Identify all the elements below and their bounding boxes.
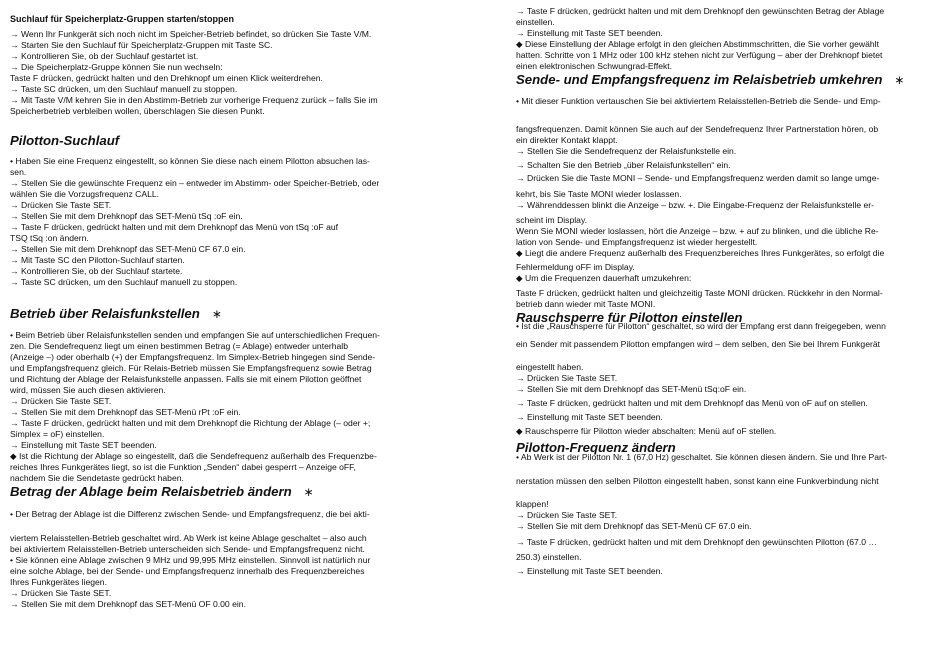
- section-heading: [516, 72, 904, 88]
- text-line: kehrt, bis Sie Taste MONI wieder loslassen.: [516, 189, 682, 199]
- text-line: → Drücken Sie die Taste MONI – Sende- und Empfangsfrequenz werden damit so lange umge-: [516, 173, 880, 183]
- text-line: → Die Speicherplatz-Gruppe können Sie nun wechseln:: [10, 62, 223, 72]
- text-line: wird, müssen Sie auch diesen aktivieren.: [10, 385, 166, 395]
- text-line: zen. Die Sendefrequenz liegt um einen bestimmen Betrag (= Ablage) entweder unterhalb: [10, 341, 348, 351]
- text-line: • Haben Sie eine Frequenz eingestellt, so können Sie diese nach einem Pilotton absuchen las-: [10, 156, 370, 166]
- text-line: → Einstellung mit Taste SET beenden.: [516, 28, 663, 38]
- asterisk-marker: ∗: [303, 485, 314, 499]
- text-line: reiches Ihres Funkgerätes liegt, so ist die Funktion „Senden“ dabei gesperrt – Anzeige oFF,: [10, 462, 356, 472]
- text-line: → Taste SC drücken, um den Suchlauf manuell zu stoppen.: [10, 277, 238, 287]
- text-line: viertem Relaisstellen-Betrieb geschaltet wird. Ab Werk ist keine Ablage geschaltet – also auch: [10, 533, 367, 543]
- text-line: ein Sender mit passendem Pilotton empfangen wird – dem selben, den Sie bei Ihrem Funkgerät: [516, 339, 881, 349]
- section-heading-text: Rauschsperre für Pilotton einstellen: [516, 310, 743, 325]
- text-line: → Drücken Sie Taste SET.: [10, 200, 112, 210]
- text-line: → Drücken Sie Taste SET.: [10, 588, 112, 598]
- section-heading-text: Sende- und Empfangsfrequenz im Relaisbetrieb umkehren: [516, 72, 883, 87]
- text-line: Ihres Funkgerätes liegen.: [10, 577, 107, 587]
- section-heading: [10, 133, 119, 148]
- text-line: Taste F drücken, gedrückt halten und gleichzeitig Taste MONI drücken. Rückkehr in den Normal-: [516, 288, 883, 298]
- text-line: scheint im Display.: [516, 215, 587, 225]
- text-line: ◆ Diese Einstellung der Ablage erfolgt in den gleichen Abstimmschritten, die Sie vorher gewählt: [516, 39, 879, 49]
- section-heading: [10, 306, 222, 322]
- text-line: → Schalten Sie den Betrieb „über Relaisfunkstellen“ ein.: [516, 160, 731, 170]
- text-line: sen.: [10, 167, 27, 177]
- text-line: → Stellen Sie mit dem Drehknopf das SET-Menü CF 67.0 ein.: [516, 521, 752, 531]
- section-heading-text: Pilotton-Frequenz ändern: [516, 440, 676, 455]
- text-line: eingestellt haben.: [516, 362, 584, 372]
- text-line: → Einstellung mit Taste SET beenden.: [516, 412, 663, 422]
- text-line: einstellen.: [516, 17, 555, 27]
- text-line: → Taste F drücken, gedrückt halten und mit dem Drehknopf das Menü von tSq :oF auf: [10, 222, 339, 232]
- text-line: → Taste F drücken, gedrückt halten und mit dem Drehknopf den gewünschten Pilotton (67.0 …: [516, 537, 877, 547]
- section-heading-text: Betrag der Ablage beim Relaisbetrieb ändern: [10, 484, 292, 499]
- text-line: lation von Sende- und Empfangsfrequenz ist wieder hergestellt.: [516, 237, 758, 247]
- text-line: ◆ Liegt die andere Frequenz außerhalb des Frequenzbereiches Ihres Funkgerätes, so erfolgt die: [516, 248, 885, 258]
- text-line: → Einstellung mit Taste SET beenden.: [516, 566, 663, 576]
- text-line: → Stellen Sie die Sendefrequenz der Relaisfunkstelle ein.: [516, 146, 737, 156]
- text-line: • Ab Werk ist der Pilotton Nr. 1 (67,0 Hz) geschaltet. Sie können diesen ändern. Sie und Ihre Part-: [516, 452, 888, 462]
- text-line: ◆ Ist die Richtung der Ablage so eingestellt, daß die Sendefrequenz außerhalb des Frequenzbe-: [10, 451, 377, 461]
- text-line: ◆ Um die Frequenzen dauerhaft umzukehren:: [516, 273, 692, 283]
- text-line: → Einstellung mit Taste SET beenden.: [10, 440, 157, 450]
- text-line: klappen!: [516, 499, 549, 509]
- text-line: → Stellen Sie mit dem Drehknopf das SET-Menü OF 0.00 ein.: [10, 599, 246, 609]
- text-line: → Starten Sie den Suchlauf für Speicherplatz-Gruppen mit Taste SC.: [10, 40, 273, 50]
- text-line: bei aktiviertem Relaisstellen-Betrieb unterscheiden sich Sende- und Empfangsfrequenz nicht.: [10, 544, 365, 554]
- text-line: • Ist die „Rauschsperre für Pilotton“ geschaltet, so wird der Empfang erst dann freigegeben, wenn: [516, 321, 886, 331]
- text-line: • Der Betrag der Ablage ist die Differenz zwischen Sende- und Empfangsfrequenz, die bei akti-: [10, 509, 370, 519]
- text-line: nachdem Sie die Sendetaste gedrückt haben.: [10, 473, 184, 483]
- asterisk-marker: ∗: [211, 307, 222, 321]
- text-line: und Richtung der Ablage der Relaisfunkstelle anpassen. Falls sie mit einem Pilotton geöffnet: [10, 374, 362, 384]
- text-line: • Mit dieser Funktion vertauschen Sie bei aktiviertem Relaisstellen-Betrieb die Sende- und Emp-: [516, 96, 881, 106]
- text-line: Speicherbetrieb verbleiben wollen, überschlagen Sie diesen Punkt.: [10, 106, 265, 116]
- text-line: nerstation müssen den selben Pilotton eingestellt haben, sonst kann eine Funkverbindung nicht: [516, 476, 879, 486]
- text-line: 250.3) einstellen.: [516, 552, 582, 562]
- text-line: einen elektronischen Schwungrad-Effekt.: [516, 61, 673, 71]
- text-line: ein direkter Kontakt klappt.: [516, 135, 618, 145]
- text-line: → Drücken Sie Taste SET.: [10, 396, 112, 406]
- text-line: ◆ Rauschsperre für Pilotton wieder abschalten: Menü auf oF stellen.: [516, 426, 777, 436]
- subsection-heading: Suchlauf für Speicherplatz-Gruppen starten/stoppen: [10, 14, 235, 24]
- text-line: → Drücken Sie Taste SET.: [516, 510, 618, 520]
- text-line: Simplex = oF) einstellen.: [10, 429, 105, 439]
- text-line: → Taste F drücken, gedrückt halten und mit dem Drehknopf das Menü von oF auf on stellen.: [516, 398, 868, 408]
- text-line: und Empfangsfrequenz gleich. Für Relais-Betrieb müssen Sie Empfangsfrequenz sowie Betrag: [10, 363, 372, 373]
- text-line: → Stellen Sie mit dem Drehknopf das SET-Menü tSq:oF ein.: [516, 384, 747, 394]
- text-line: hatten. Schritte von 1 MHz oder 100 kHz stehen nicht zur Verfügung – aber der Drehknopf bietet: [516, 50, 883, 60]
- text-line: (Anzeige –) oder oberhalb (+) der Empfangsfrequenz. Im Simplex-Betrieb hingegen sind Sende-: [10, 352, 376, 362]
- text-line: betrieb dann wieder mit Taste MONI.: [516, 299, 656, 309]
- text-line: → Stellen Sie mit dem Drehknopf das SET-Menü tSq :oF ein.: [10, 211, 243, 221]
- text-line: → Wenn Ihr Funkgerät sich noch nicht im Speicher-Betrieb befindet, so drücken Sie Taste V/M.: [10, 29, 372, 39]
- text-line: • Sie können eine Ablage zwischen 9 MHz und 99,995 MHz einstellen. Sinnvoll ist natürlich nur: [10, 555, 371, 565]
- text-line: • Beim Betrieb über Relaisfunkstellen senden und empfangen Sie auf unterschiedlichen Frequen-: [10, 330, 380, 340]
- text-line: → Taste F drücken, gedrückt halten und mit dem Drehknopf die Richtung der Ablage (– oder +;: [10, 418, 371, 428]
- text-line: eine solche Ablage, bei der Sende- und Empfangsfrequenz innerhalb des Frequenzbereiches: [10, 566, 365, 576]
- text-line: wählen Sie die Vorzugsfrequenz CALL.: [10, 189, 160, 199]
- text-line: Wenn Sie MONI wieder loslassen, hört die Anzeige – bzw. + auf zu blinken, und die übliche Re-: [516, 226, 879, 236]
- text-line: → Stellen Sie mit dem Drehknopf das SET-Menü CF 67.0 ein.: [10, 244, 246, 254]
- text-line: Fehlermeldung oFF im Display.: [516, 262, 635, 272]
- text-line: TSQ tSq :on ändern.: [10, 233, 89, 243]
- text-line: → Taste F drücken, gedrückt halten und mit dem Drehknopf den gewünschten Betrag der Ablage: [516, 6, 885, 16]
- section-heading: [10, 484, 314, 500]
- text-line: → Stellen Sie die gewünschte Frequenz ein – entweder im Abstimm- oder Speicher-Betrieb, oder: [10, 178, 380, 188]
- text-line: → Stellen Sie mit dem Drehknopf das SET-Menü rPt :oF ein.: [10, 407, 241, 417]
- text-line: fangsfrequenzen. Damit können Sie auch auf der Sendefrequenz Ihrer Partnerstation hören, ob: [516, 124, 879, 134]
- section-heading-text: Pilotton-Suchlauf: [10, 133, 120, 148]
- asterisk-marker: ∗: [894, 73, 905, 87]
- text-line: → Taste SC drücken, um den Suchlauf manuell zu stoppen.: [10, 84, 238, 94]
- text-line: Taste F drücken, gedrückt halten und den Drehknopf um einen Klick weiterdrehen.: [10, 73, 323, 83]
- section-heading-text: Betrieb über Relaisfunkstellen: [10, 306, 200, 321]
- text-line: → Mit Taste V/M kehren Sie in den Abstimm-Betrieb zur vorherige Frequenz zurück – falls Sie im: [10, 95, 378, 105]
- text-line: → Drücken Sie Taste SET.: [516, 373, 618, 383]
- text-line: → Währenddessen blinkt die Anzeige – bzw. +. Die Eingabe-Frequenz der Relaisfunkstelle er-: [516, 200, 875, 210]
- text-line: → Kontrollieren Sie, ob der Suchlauf gestartet ist.: [10, 51, 199, 61]
- text-line: → Kontrollieren Sie, ob der Suchlauf startete.: [10, 266, 183, 276]
- text-line: → Mit Taste SC den Pilotton-Suchlauf starten.: [10, 255, 185, 265]
